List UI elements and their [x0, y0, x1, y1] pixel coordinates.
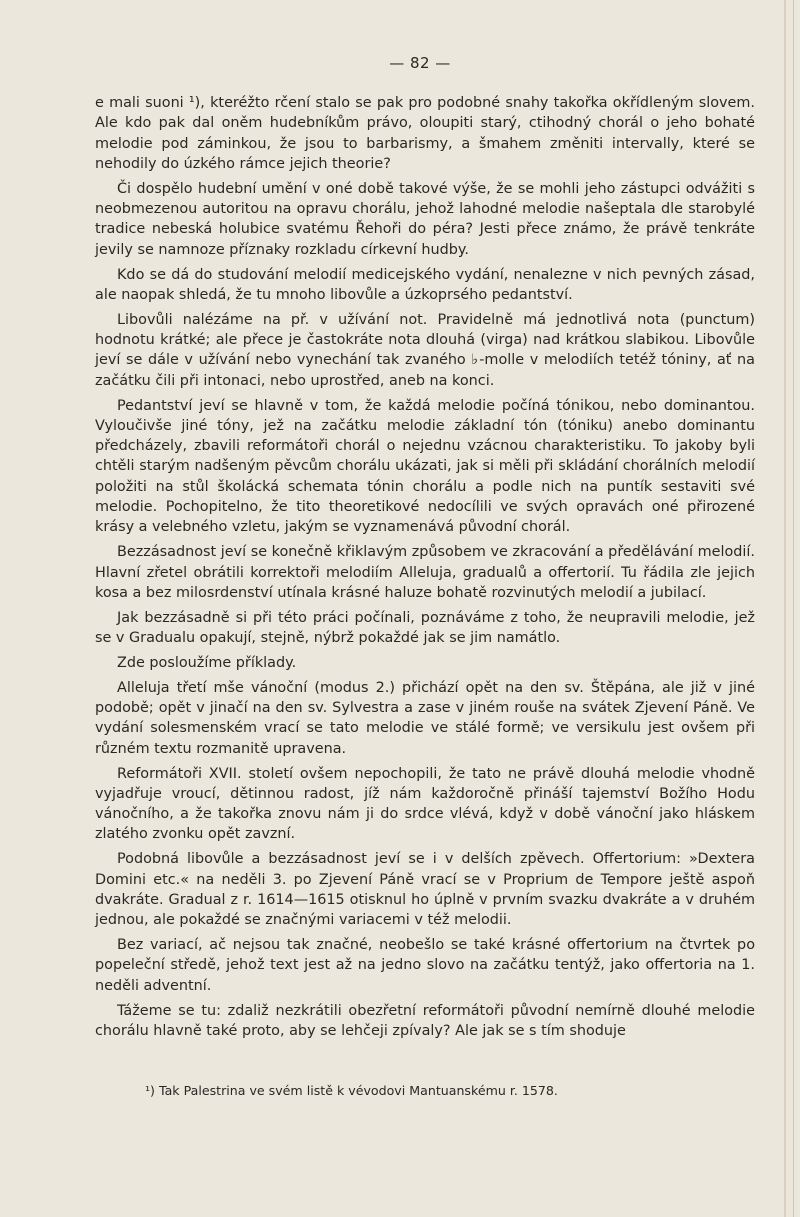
paragraph: Zde posloužíme příklady. — [117, 654, 297, 671]
paragraph: Jak bezzásadně si při této práci počínali, poznáváme z toho, že neupravili melodie, jež se v Gradualu opakují, stejně, nýbrž pokaždé jak se jim namátlo. — [95, 609, 755, 646]
paragraph: Bezzásadnost jeví se konečně křiklavým způsobem ve zkracování a předělávání melodií. Hlavní zřetel obrátili korrektoři melodiím Alleluja, gradualů a offertorií. Tu řádila zle jejich kosa a bez milosrdenství utínala krásné haluze bohatě rozvinutých melodií a jubilací. — [95, 544, 755, 601]
paragraph: Alleluja třetí mše vánoční (modus 2.) přichází opět na den sv. Štěpána, ale již v jiné podobě; opět v jinačí na den sv. Sylvestra a zase v jiném rouše na svátek Zjevení Páně. Ve vydání solesmenském vrací se tato melodie ve stálé formě; ve versikulu jest ovšem při různém textu rozmanitě upravena. — [95, 679, 755, 757]
page-edge-line-outer — [793, 0, 794, 1217]
footnote: ¹) Tak Palestrina ve svém listě k vévodovi Mantuanskému r. 1578. — [145, 1083, 558, 1098]
paragraph: e mali suoni ¹), kteréžto rčení stalo se pak pro podobné snahy takořka okřídleným slovem. Ale kdo pak dal oněm hudebníkům právo, oloupiti starý, ctihodný chorál o jeho bohaté melodie pod záminkou, že jsou to barbarismy, a šmahem změniti intervally, které se nehodily do úzkého rámce jejich theorie? — [95, 95, 755, 172]
page-edge-line — [784, 0, 786, 1217]
body-text — [95, 93, 755, 1046]
paragraph: Reformátoři XVII. století ovšem nepochopili, že tato ne právě dlouhá melodie vhodně vyjadřuje vroucí, dětinnou radost, jíž nám každoročně přináší tajemství Božího Hodu vánočního, a že takořka znovu nám ji do srdce vlévá, když v době vánoční jako hláskem zlatého zvonku opět zavzní. — [95, 765, 755, 843]
paragraph: Či dospělo hudební umění v oné době takové výše, že se mohli jeho zástupci odvážiti s neobmezenou autoritou na opravu chorálu, jehož lahodné melodie našeptala dle starobylé tradice nebeská holubice svatému Řehoři do péra? Jesti přece známo, že právě tenkráte jevily se namnoze příznaky rozkladu církevní hudby. — [95, 180, 755, 258]
page-number: — 82 — — [389, 54, 451, 72]
paragraph: Bez variací, ač nejsou tak značné, neobešlo se také krásné offertorium na čtvrtek po popeleční středě, jehož text jest až na jedno slovo na začátku tentýž, jako offertoria na 1. neděli adventní. — [95, 937, 755, 994]
paragraph: Kdo se dá do studování melodií medicejského vydání, nenalezne v nich pevných zásad, ale naopak shledá, že tu mnoho libovůle a úzkoprsého pedantství. — [95, 266, 755, 303]
paragraph: Libovůli nalézáme na př. v užívání not. Pravidelně má jednotlivá nota (punctum) hodnotu krátké; ale přece je častokráte nota dlouhá (virga) nad krátkou slabikou. Libovůle jeví se dále v užívání nebo vynechání tak zvaného ♭-molle v melodiích tetéž tóniny, ať na začátku čili při intonaci, nebo uprostřed, aneb na konci. — [95, 311, 755, 389]
paragraph: Tážeme se tu: zdaliž nezkrátili obezřetní reformátoři původní nemírně dlouhé melodie chorálu hlavně také proto, aby se lehčeji zpívaly? Ale jak se s tím shoduje — [95, 1002, 755, 1039]
paragraph: Pedantství jeví se hlavně v tom, že každá melodie počíná tónikou, nebo dominantou. Vyloučivše jiné tóny, jež na začátku melodie základní tón (tóniku) anebo dominantu předcházely, zbavili reformátoři chorál o nejednu vzácnou charakteristiku. To jakoby byli chtěli starým nadšeným pěvcům chorálu ukázati, jak si měli při skládání chorálních melodií položiti na stůl školácká schemata tónin chorálu a podle nich na puntík sestaviti své melodie. Pochopitelno, že tito theoretikové nedocílili ve svých opravách oné přirozené krásy a velebného vzletu, jakým se vyznamenává původní chorál. — [95, 397, 755, 536]
paragraph: Podobná libovůle a bezzásadnost jeví se i v delších zpěvech. Offertorium: »Dextera Domini etc.« na neděli 3. po Zjevení Páně vrací se v Proprium de Tempore ještě aspoň dvakráte. Gradual z r. 1614—1615 otisknul ho úplně v prvním svazku dvakráte a v druhém jednou, ale pokaždé se značnými variacemi v též melodii. — [95, 851, 755, 929]
